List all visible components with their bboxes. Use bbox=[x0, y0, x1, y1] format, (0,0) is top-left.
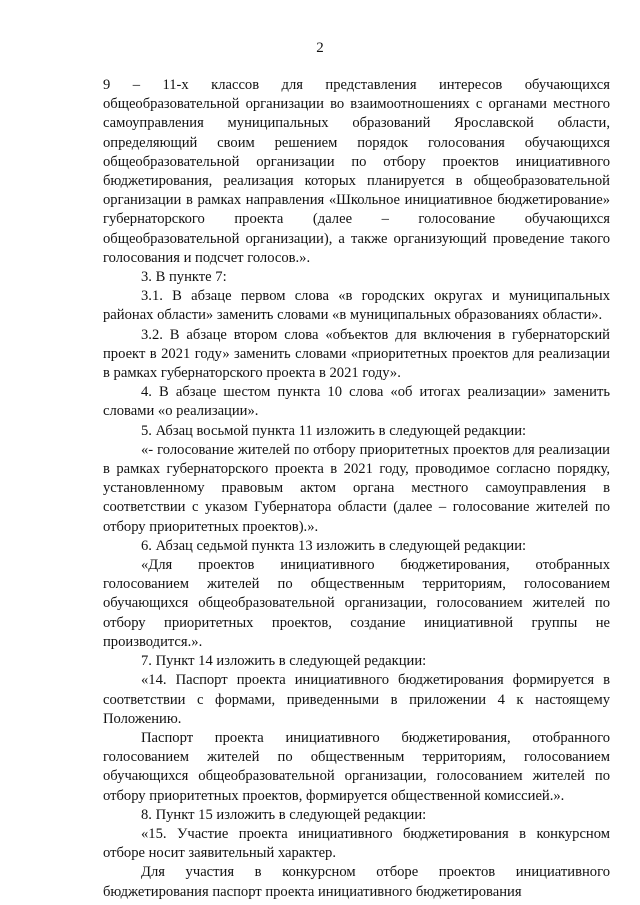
paragraph: «14. Паспорт проекта инициативного бюджетирования формируется в соответствии с формами, приведенными в приложении 4 к настоящему Положению. bbox=[103, 672, 610, 727]
paragraph: 9 – 11-х классов для представления интересов обучающихся общеобразовательной организации во взаимоотношениях с органами местного самоуправления муниципальных образований Ярославской области, определяющий своим решением порядок голосования обучающихся общеобразовательной организации по отбору проектов инициативного бюджетирования, реализация которых планируется в общеобразовательной организации в рамках направления «Школьное инициативное бюджетирование» губернаторского проекта (далее – голосование обучающихся общеобразовательной организации), а также организующий проведение такого голосования и подсчет голосов.». bbox=[103, 77, 610, 266]
paragraph: 3.2. В абзаце втором слова «объектов для включения в губернаторский проект в 2021 году» заменить словами «приоритетных проектов для реализации в рамках губернаторского проекта в 2021 году». bbox=[103, 326, 610, 382]
paragraph: 5. Абзац восьмой пункта 11 изложить в следующей редакции: bbox=[141, 422, 527, 439]
paragraph: 6. Абзац седьмой пункта 13 изложить в следующей редакции: bbox=[141, 537, 527, 554]
paragraph: «15. Участие проекта инициативного бюджетирования в конкурсном отборе носит заявительный характер. bbox=[103, 825, 610, 862]
page-number: 2 bbox=[316, 40, 324, 56]
paragraph: 4. В абзаце шестом пункта 10 слова «об итогах реализации» заменить словами «о реализации». bbox=[103, 384, 610, 420]
paragraph: 3.1. В абзаце первом слова «в городских округах и муниципальных районах области» заменить словами «в муниципальных образованиях области». bbox=[103, 288, 610, 324]
document-body bbox=[103, 76, 610, 902]
paragraph: 3. В пункте 7: bbox=[141, 269, 227, 286]
paragraph: 7. Пункт 14 изложить в следующей редакции: bbox=[141, 653, 427, 670]
paragraph: Паспорт проекта инициативного бюджетирования, отобранного голосованием жителей по общественным территориям, голосованием обучающихся общеобразовательной организации, голосованием жителей по отбору приоритетных проектов, формируется общественной комиссией.». bbox=[103, 729, 610, 804]
paragraph: «- голосование жителей по отбору приоритетных проектов для реализации в рамках губернаторского проекта в 2021 году, проводимое согласно порядку, установленному правовым актом органа местного самоуправления в соответствии с указом Губернатора области (далее – голосование жителей по отбору приоритетных проектов).». bbox=[103, 441, 610, 535]
paragraph: Для участия в конкурсном отборе проектов инициативного бюджетирования паспорт проекта инициативного бюджетирования bbox=[103, 864, 610, 900]
paragraph: 8. Пункт 15 изложить в следующей редакции: bbox=[141, 806, 427, 823]
paragraph: «Для проектов инициативного бюджетирования, отобранных голосованием жителей по общественным территориям, голосованием обучающихся общеобразовательной организации, голосованием жителей по отбору приоритетных проектов, создание инициативной группы не производится.». bbox=[103, 557, 610, 650]
